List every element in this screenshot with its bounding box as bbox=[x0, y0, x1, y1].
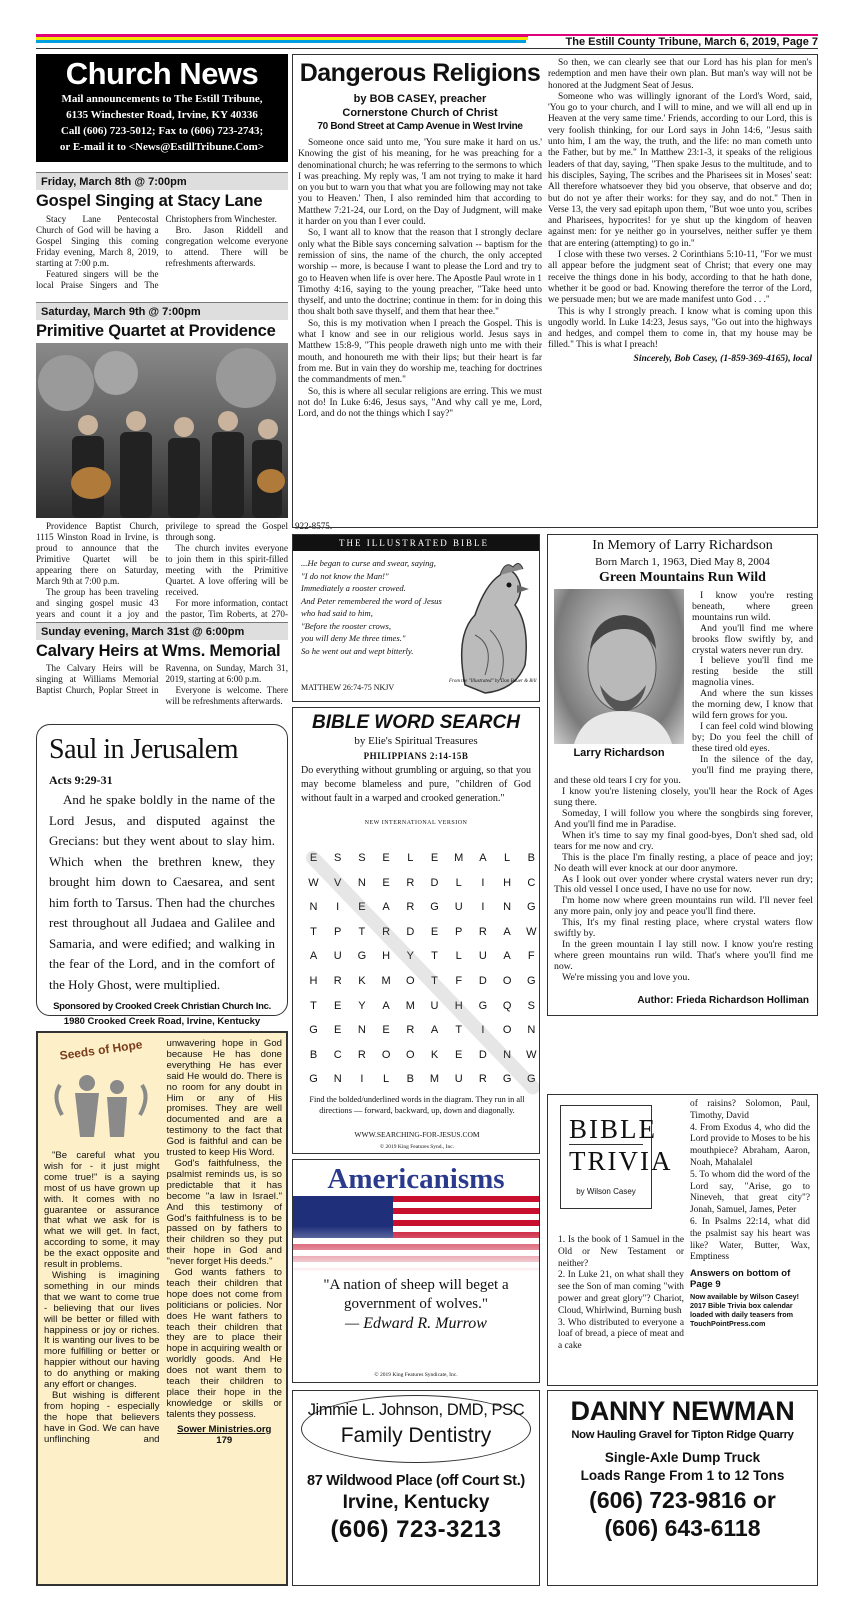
grid-letter: N bbox=[333, 1073, 342, 1086]
grid-letter: A bbox=[503, 925, 511, 938]
header-rule bbox=[36, 48, 818, 49]
trivia-logo-1: BIBLE bbox=[569, 1114, 657, 1144]
americanisms-title: Americanisms bbox=[327, 1163, 505, 1195]
memory-caption: Larry Richardson bbox=[573, 747, 665, 759]
grid-letter: N bbox=[503, 901, 512, 914]
grid-letter: D bbox=[478, 1048, 487, 1061]
dangerous-byline: by BOB CASEY, preacher bbox=[353, 93, 487, 105]
trivia-logo bbox=[560, 1105, 673, 1209]
church-news-title: Church News bbox=[65, 56, 259, 91]
dentist-oval bbox=[301, 1395, 531, 1463]
illustrated-ref: MATTHEW 26:74-75 NKJV bbox=[301, 683, 395, 692]
event-1-date: Friday, March 8th @ 7:00pm bbox=[36, 172, 288, 190]
grid-letter: E bbox=[430, 925, 439, 938]
newman-box bbox=[547, 1390, 818, 1586]
grid-letter: N bbox=[309, 901, 318, 914]
grid-letter: L bbox=[455, 950, 462, 963]
grid-letter: R bbox=[357, 1048, 366, 1061]
grid-letter: L bbox=[504, 852, 511, 864]
grid-letter: O bbox=[502, 1024, 512, 1037]
rooster-illustration bbox=[445, 555, 535, 695]
grid-letter: A bbox=[309, 950, 318, 963]
dentist-name: Jimmie L. Johnson, DMD, PSC bbox=[307, 1401, 525, 1419]
event-1-title: Gospel Singing at Stacy Lane bbox=[36, 192, 263, 210]
grid-letter: E bbox=[455, 1048, 463, 1061]
wordsearch-box bbox=[292, 707, 540, 1154]
grid-letter: W bbox=[526, 1048, 537, 1061]
saul-box bbox=[36, 724, 288, 1027]
illustrated-banner: THE ILLUSTRATED BIBLE bbox=[293, 535, 539, 551]
seeds-box bbox=[36, 1031, 288, 1586]
grid-letter: N bbox=[527, 1024, 536, 1037]
grid-letter: E bbox=[334, 1024, 342, 1037]
memory-title: In Memory of Larry Richardson bbox=[592, 538, 773, 553]
dentist-address: 87 Wildwood Place (off Court St.) bbox=[307, 1473, 525, 1489]
grid-letter: F bbox=[527, 950, 535, 963]
saul-title: Saul in Jerusalem bbox=[49, 734, 239, 765]
dangerous-title: Dangerous Religions bbox=[299, 59, 541, 87]
grid-letter: C bbox=[527, 876, 536, 889]
grid-letter: B bbox=[406, 1073, 414, 1086]
memory-poem-title: Green Mountains Run Wild bbox=[599, 570, 766, 585]
quartet-photo bbox=[36, 343, 288, 518]
memory-dates: Born March 1, 1963, Died May 8, 2004 bbox=[595, 556, 770, 568]
grid-letter: S bbox=[527, 999, 535, 1012]
event-1-body: Stacy Lane Pentecostal Church of God will be having a Gospel Singing this coming Friday evening, March 8, 2019, starting at 7:00 p.m. Featured singers will be the local Praise Singers and The Christophers from Winchester. Bro. Jason Riddell and congregation welcome everyone to attend. There will be refreshments afterwards. bbox=[36, 214, 288, 290]
americanisms-box bbox=[292, 1159, 540, 1383]
grid-letter: M bbox=[454, 852, 464, 864]
church-news-line-2: 6135 Winchester Road, Irvine, KY 40336 bbox=[66, 109, 258, 121]
flag-graphic bbox=[293, 1196, 539, 1272]
wordsearch-grid bbox=[295, 848, 539, 1098]
grid-letter: A bbox=[382, 901, 390, 914]
grid-letter: G bbox=[478, 999, 488, 1012]
americanisms-author: — Edward R. Murrow bbox=[345, 1315, 487, 1332]
grid-letter: E bbox=[430, 852, 439, 864]
trivia-left: 1. Is the book of 1 Samuel in the Old or New Testament or neither? 2. In Luke 21, on what shall they see the Son of man coming "with power and great glory"? Chariot, Cloud, Whirlwind, Burning bush 3. Who distributed to everyone a loaf of bread, a piece of meat and a cake bbox=[558, 1235, 684, 1352]
grid-letter: G bbox=[430, 901, 439, 914]
grid-letter: I bbox=[481, 876, 485, 889]
grid-letter: B bbox=[527, 852, 535, 864]
illustrated-text: ...He began to curse and swear, saying, "I do not know the Man!" Immediately a rooster crowed. And Peter remembered the word of Jesus who had said to him, "Before the rooster crows, you will deny Me three times." So he went out and wept bitterly. bbox=[301, 558, 442, 656]
trivia-logo-2: TRIVIA bbox=[569, 1146, 673, 1176]
trivia-answers: Answers on bottom of Page 9 bbox=[690, 1268, 791, 1291]
grid-letter: E bbox=[382, 852, 390, 864]
newman-phone1: (606) 723-9816 or bbox=[589, 1487, 776, 1513]
grid-letter: T bbox=[310, 925, 317, 938]
grid-letter: C bbox=[333, 1048, 342, 1061]
grid-letter: Q bbox=[502, 999, 512, 1012]
grid-letter: G bbox=[502, 1073, 512, 1086]
event-3-date: Sunday evening, March 31st @ 6:00pm bbox=[36, 622, 288, 640]
grid-letter: G bbox=[357, 950, 367, 963]
wordsearch-verse-ref: PHILIPPIANS 2:14-15B bbox=[363, 751, 469, 761]
seeds-logo-text: Seeds of Hope bbox=[58, 1037, 144, 1063]
dentist-phone: (606) 723-3213 bbox=[330, 1516, 502, 1543]
grid-letter: U bbox=[454, 901, 463, 914]
grid-letter: M bbox=[405, 999, 415, 1012]
event-2-date: Saturday, March 9th @ 7:00pm bbox=[36, 302, 288, 320]
trivia-right: of raisins? Solomon, Paul, Timothy, David 4. From Exodus 4, who did the Lord provide to Moses to be his mouthpiece? Abraham, Aaron, Noah, Mahalalel 5. To whom did the word of the Lord say, "Arise, go to Nineveh, that great city"? Jonah, Samuel, James, Peter 6. In Psalms 22:14, what did the psalmist say his heart was like? Water, Butter, Wax, Emptiness Answers on bottom of Page 9 Now available by Wilson Casey! 2017 Bible Trivia box calendar loaded with daily teasers from TouchPointPress.com bbox=[690, 1099, 810, 1329]
grid-letter: E bbox=[382, 1024, 390, 1037]
newman-line2: Now Hauling Gravel for Tipton Ridge Quarry bbox=[571, 1429, 794, 1441]
event-3-title: Calvary Heirs at Wms. Memorial bbox=[36, 642, 281, 660]
memory-author: Author: Frieda Richardson Holliman bbox=[637, 995, 809, 1006]
grid-letter: R bbox=[406, 901, 415, 914]
saul-body: And he spake boldly in the name of the Lord Jesus, and disputed against the Grecians: but they went about to slay him. Which when the brethren knew, they brought him down to Caesarea, and sent him forth to Tarsus. Then had the churches rest throughout all Judaea and Galilee and Samaria, and were edified; and walking in the fear of the Lord, and in the comfort of the Holy Ghost, were multiplied. bbox=[49, 792, 275, 992]
wordsearch-find: Find the bolded/underlined words in the diagram. They run in all directions — forward, backward, up, down and diagonally. bbox=[309, 1095, 525, 1115]
grid-letter: D bbox=[478, 975, 487, 987]
illustrated-credit: From the "Illustrated" by Dan Bauer & Bill bbox=[449, 679, 537, 684]
dangerous-right-col: So then, we can clearly see that our Lord has his plan for men's redemption and men have their own plan. But man's way will not be honored at the Judgment Seat of Jesus. Someone who was willingly ignorant of the Lord's Word, said, 'You go to your church, and I will to mine, and we will all end up in Heaven at the very same time.' Friends, according to our Lord, this is very foolish thinking, for our Lord says in John 14:6, "Jesus saith unto him, I am the way, the truth, and the life: no man cometh unto the Father, but by me." In Matthew 23:1-3, it speaks of the religious leaders of that day, saying, "Then spake Jesus to the multitude, and to his disciples, Saying, The scribes and the Pharisees sit in Moses' seat: All therefore whatsoever they bid you observe, that observe and do; but do not ye after their works: for they say, and do not." Then in Verse 13, the very sad epitaph upon them, "But woe unto you, scribes and Pharisees, hypocrites! for ye shut up the kingdom of heaven against men: for ye neither go in yourselves, neither suffer ye them that are entering (attempting) to go in." I close with these two verses. 2 Corinthians 5:10-11, "For we must all appear before the judgment seat of Christ; that every one may receive the things done in his body, according to that he hath done, whether it be good or bad. Knowing therefore the terror of the Lord, we persuade men; but we are made manifest unto God . . ." This is why I strongly preach. I know what is coming upon this ungodly world. In Luke 14:23, Jesus says, "Go out into the highways and hedges, and compel them to come in, that my house may be filled." This is what I preach! Sincerely, Bob Casey, (1-859-369-4165), local bbox=[548, 58, 812, 364]
americanisms-copy: © 2019 King Features Syndicate, Inc. bbox=[374, 1372, 458, 1378]
wordsearch-title: BIBLE WORD SEARCH bbox=[312, 712, 520, 733]
grid-letter: H bbox=[503, 876, 512, 889]
trivia-box bbox=[547, 1094, 818, 1386]
grid-letter: N bbox=[357, 1024, 366, 1037]
grid-letter: B bbox=[309, 1048, 318, 1061]
grid-letter: T bbox=[358, 925, 366, 938]
grid-letter: W bbox=[526, 925, 537, 938]
dangerous-church: Cornerstone Church of Christ bbox=[342, 107, 498, 119]
grid-letter: R bbox=[406, 1024, 415, 1037]
grid-letter: A bbox=[503, 950, 511, 963]
grid-letter: F bbox=[455, 975, 463, 987]
grid-letter: R bbox=[478, 925, 487, 938]
church-news-line-3: Call (606) 723-5012; Fax to (606) 723-2743; bbox=[60, 125, 264, 137]
grid-letter: W bbox=[308, 876, 319, 889]
newman-line3: Single-Axle Dump Truck bbox=[604, 1450, 761, 1465]
grid-letter: U bbox=[430, 999, 439, 1012]
grid-letter: K bbox=[430, 1048, 439, 1061]
saul-sponsor: Sponsored by Crooked Creek Christian Church Inc. bbox=[53, 1001, 271, 1012]
grid-letter: U bbox=[478, 950, 487, 963]
grid-letter: M bbox=[429, 1073, 440, 1086]
church-news-banner bbox=[36, 54, 288, 162]
wordsearch-url: WWW.SEARCHING-FOR-JESUS.COM bbox=[354, 1130, 480, 1139]
grid-letter: P bbox=[334, 925, 342, 938]
grid-letter: G bbox=[309, 1073, 318, 1086]
grid-letter: D bbox=[430, 876, 439, 889]
wordsearch-version: NEW INTERNATIONAL VERSION bbox=[364, 820, 468, 826]
grid-letter: T bbox=[431, 950, 438, 963]
grid-letter: I bbox=[336, 901, 340, 914]
americanisms-quote: "A nation of sheep will beget a government of wolves." bbox=[323, 1277, 509, 1312]
newman-phone2: (606) 643-6118 bbox=[604, 1515, 761, 1541]
grid-letter: S bbox=[358, 852, 366, 864]
saul-ref: Acts 9:29-31 bbox=[49, 773, 113, 787]
grid-letter: A bbox=[479, 852, 487, 864]
trivia-promo: Now available by Wilson Casey! 2017 Bible Trivia box calendar loaded with daily teasers from TouchPointPress.com bbox=[690, 1292, 799, 1329]
church-news-line-4: or E-mail it to <News@EstillTribune.Com> bbox=[59, 141, 265, 153]
wordsearch-highlight bbox=[295, 848, 539, 1098]
memory-poem: I know you're resting beneath, where green mountains run wild. And you'll find me where brooks flow swiftly by, and crystal waters never run dry. I believe you'll find me resting beside the still magnolia vines. And where the sun kisses the morning dew, I know that wild fern grows for you. I can feel cold wind blowing by; Do you feel the chill of these tired old eyes. In the silence of the day, you'll find me praying there, and these old tears I cry for you. I know you're listening closely, you'll hear the Rock of Ages sung there. Someday, I will follow you where the songbirds sing forever, And you'll find me in Paradise. When it's time to say my final good-byes, Don't shed sad, old tears for me now and cry. This is the place I'm finally resting, a place of peace and joy; No death will ever knock at our door anymore. As I look out over yonder where crystal waters never run dry; This old vessel I once used, I have no use for now. I'm home now where green mountains run wild. I'll never feel any more pain, only joy and peace you'll find there. This, It's my final resting place, where crystal waters flow swiftly by. In the green mountain I lay still now. I know you're resting where green mountains run wild. That's where you'll find me now. We're missing you and love you. bbox=[554, 590, 813, 983]
grid-letter: L bbox=[407, 852, 414, 864]
color-bar-cyan bbox=[36, 40, 526, 43]
grid-letter: A bbox=[382, 999, 390, 1012]
grid-letter: N bbox=[357, 876, 366, 889]
grid-letter: U bbox=[454, 1073, 463, 1086]
grid-letter: G bbox=[527, 901, 536, 914]
seeds-link[interactable]: Sower Ministries.org bbox=[177, 1423, 272, 1435]
grid-letter: E bbox=[334, 999, 342, 1012]
page-header: The Estill County Tribune, March 6, 2019, Page 7 bbox=[528, 36, 818, 48]
grid-letter: P bbox=[455, 925, 463, 938]
grid-letter: O bbox=[406, 975, 415, 987]
dangerous-left-col: Dangerous Religions by BOB CASEY, preacher Cornerstone Church of Christ 70 Bond Street at Camp Avenue in West Irvine Someone once said unto me, 'You sure make it hard on us.' Knowing the gist of his meaning, for he was preaching for a denominational church; he was referring to the sermons to which I was preaching. My reply was, 'I am not trying to make it hard on you but to warn you that what you are following may not take you to Heaven.' Then, I also reminded him that according to Matthew 7:21-24, our Lord, on the Day of Judgment, will make it harder on you than I ever could. So, I want all to know that the reason that I strongly declare only what the Bible says concerning salvation -- baptism for the remission of sins, the name of the church, the only accepted worship -- more, is because I want to please the Lord and try to go to Heaven when life is over here. The Apostle Paul wrote in 1 Timothy 4:16, saying to the young preacher, "Take heed unto thyself, and unto the doctrine; continue in them: for in doing this thou shalt both save thyself, and them that hear thee." So, this is my motivation when I preach the Gospel. This is what I know and see in our religious world. Jesus says in Matthew 15:8-9, "This people draweth nigh unto me with their mouth, and honoureth me with their lips; but their heart is far from me. But in vain they do worship me, teaching for doctrines the commandments of men." So, this is where all secular religions are erring. This we must not do! In Luke 6:46, Jesus says, "And why call ye me, Lord, Lord, and do not the things which I say?" bbox=[298, 59, 542, 420]
grid-letter: R bbox=[478, 1073, 487, 1086]
wordsearch-sub: by Elie's Spiritual Treasures bbox=[354, 735, 478, 747]
grid-letter: O bbox=[406, 1048, 415, 1061]
grid-letter: T bbox=[455, 1024, 463, 1037]
grid-letter: K bbox=[358, 975, 366, 987]
grid-letter: R bbox=[406, 876, 415, 889]
event-3-body: The Calvary Heirs will be singing at Williams Memorial Baptist Church, Poplar Street in Ravenna, on Sunday, March 31, 2019, starting at 6:00 p.m. Everyone is welcome. There will be refreshments afterwards. bbox=[36, 663, 288, 706]
grid-letter: L bbox=[455, 876, 462, 889]
grid-letter: Y bbox=[358, 999, 366, 1012]
grid-letter: G bbox=[527, 975, 536, 987]
grid-letter: A bbox=[430, 1024, 439, 1037]
grid-letter: E bbox=[382, 876, 390, 889]
quartet-silhouettes bbox=[36, 343, 288, 518]
grid-letter: S bbox=[334, 852, 342, 864]
grid-letter: G bbox=[309, 1024, 318, 1037]
saul-address: 1980 Crooked Creek Road, Irvine, Kentucky bbox=[63, 1016, 261, 1027]
grid-letter: T bbox=[310, 999, 317, 1012]
seeds-body: "Be careful what you wish for - it just might come true!" is a saying most of us have grown up with. It comes with no guarantee or assurance that what we ask for is what we will get. In fact, according to some, it may be the exact opposite and result in problems. Wishing is imagining something in our minds that we want to come true - believing that our lives will be better or filled with happiness or joy or riches. It is wanting our lives to be more fulfilling or better or happier without our having to do anything or making any effort or changes. But wishing is different from hoping - especially the hope that believers have in God. We can have unflinching and unwavering hope in God because He has done everything He has ever said He would do. There is no room for any doubt in Him or any of His promises. They are well documented and are a testimony to the fact that God is faithful and can be trusted to keep His Word. God's faithfulness, the psalmist reminds us, is so predictable that it has become "a law in Israel." And this testimony of God's faithfulness is to be passed on by fathers to their children so they put their hope in God and "never forget His deeds." God wants fathers to teach their children that hope does not come from politicians or policies. Nor does He want fathers to teach their children that they are to place their hope in acquiring wealth or worldly goods. And He does not want them to teach their children to place their hope in the knowledge or skills or talents they possess. Sower Ministries.org 179 bbox=[44, 1038, 282, 1446]
dentist-line2: Family Dentistry bbox=[340, 1424, 492, 1447]
grid-letter: H bbox=[382, 950, 391, 963]
grid-letter: R bbox=[333, 975, 342, 987]
grid-letter: L bbox=[383, 1073, 390, 1086]
grid-letter: O bbox=[502, 975, 512, 987]
grid-letter: M bbox=[381, 975, 391, 987]
dentist-box bbox=[292, 1390, 540, 1586]
wordsearch-copy: © 2019 King Features Synd., Inc. bbox=[379, 1144, 455, 1150]
seeds-num: 179 bbox=[216, 1434, 233, 1446]
illustrated-box bbox=[292, 534, 540, 702]
event-2-body: Providence Baptist Church, 1115 Winston Road in Irvine, is proud to announce that the Primitive Quartet will be appearing there on Saturday, March 9th at 7:00 p.m. The group has been traveling and singing gospel music 43 years and count it a joy and privilege to spread the Gospel through song. The church invites everyone to join them in this spirit-filled meeting with the Primitive Quartet. A love offering will be received. For more information, contact the pastor, Tim Roberts, at 270-922-8575. bbox=[36, 521, 333, 619]
newman-line4: Loads Range From 1 to 12 Tons bbox=[580, 1468, 785, 1483]
wordsearch-verse: Do everything without grumbling or arguing, so that you may become blameless and pure, "children of God without fault in a warped and crooked generation." bbox=[301, 765, 531, 804]
grid-letter: D bbox=[406, 925, 415, 938]
grid-letter: I bbox=[360, 1073, 364, 1086]
memory-box bbox=[547, 534, 818, 1016]
grid-letter: O bbox=[381, 1048, 391, 1061]
dangerous-address: 70 Bond Street at Camp Avenue in West Irvine bbox=[317, 121, 523, 132]
church-news-line-1: Mail announcements to The Estill Tribune, bbox=[61, 93, 263, 105]
dentist-city: Irvine, Kentucky bbox=[342, 1492, 490, 1513]
dangerous-signature: Sincerely, Bob Casey, (1-859-369-4165), local bbox=[633, 353, 812, 364]
trivia-by: by Wilson Casey bbox=[576, 1187, 636, 1196]
grid-letter: U bbox=[333, 950, 342, 963]
grid-letter: I bbox=[481, 901, 485, 914]
event-2-title: Primitive Quartet at Providence bbox=[36, 322, 276, 340]
grid-letter: H bbox=[309, 975, 318, 987]
newman-name: DANNY NEWMAN bbox=[570, 1396, 795, 1426]
